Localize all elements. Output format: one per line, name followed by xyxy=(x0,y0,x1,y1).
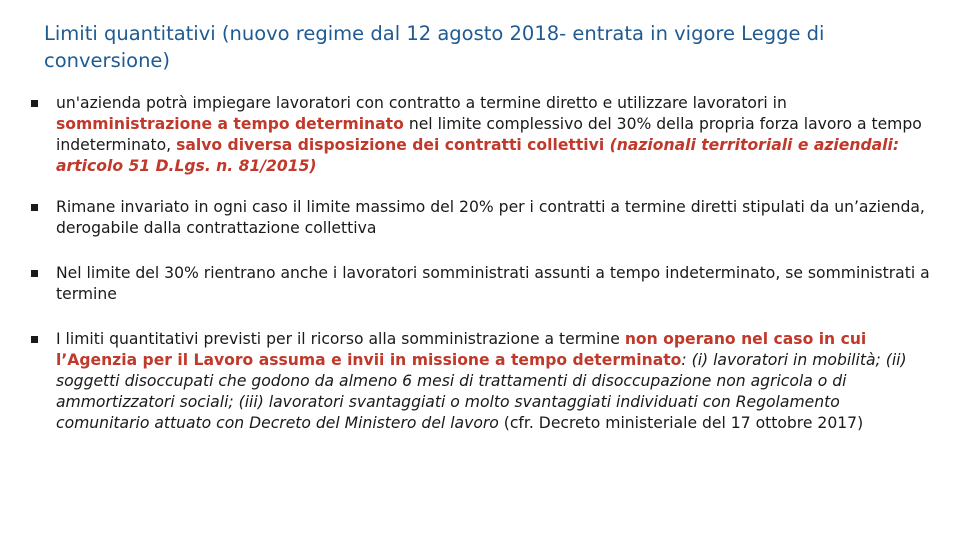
bullet-item-esenzioni xyxy=(30,329,930,434)
highlight-non-operano: non operano nel caso in cui l’Agenzia per il Lavoro assuma e invii in missione a tempo determinato xyxy=(56,330,867,369)
square-bullet-icon xyxy=(31,270,38,277)
italic-lavoratori-list: : (i) lavoratori in mobilità; (ii) soggetti disoccupati che godono da almeno 6 mesi di trattamenti di disoccupazione non agricola o di ammortizzatori sociali; (iii) lavoratori svantaggiati o molto svantaggiati individuati con Regolamento comunitario attuato con Decreto del Ministero del lavoro xyxy=(56,351,907,432)
bullet-text: (cfr. Decreto ministeriale del 17 ottobre 2017) xyxy=(498,414,864,432)
bullet-list xyxy=(30,93,930,434)
square-bullet-icon xyxy=(31,204,38,211)
highlight-articolo-51: (nazionali territoriali e aziendali: articolo 51 D.Lgs. n. 81/2015) xyxy=(56,136,900,175)
bullet-text: I limiti quantitativi previsti per il ricorso alla somministrazione a termine xyxy=(56,330,625,348)
bullet-item-limite-20 xyxy=(30,197,930,239)
square-bullet-icon xyxy=(31,100,38,107)
bullet-item-somministrati xyxy=(30,263,930,305)
square-bullet-icon xyxy=(31,336,38,343)
highlight-contratti-collettivi: salvo diversa disposizione dei contratti collettivi xyxy=(176,136,605,154)
bullet-item-limite-30 xyxy=(30,93,930,177)
bullet-text: Rimane invariato in ogni caso il limite massimo del 20% per i contratti a termine diretti stipulati da un’azienda, derogabile dalla contrattazione collettiva xyxy=(56,198,925,237)
highlight-somministrazione: somministrazione a tempo determinato xyxy=(56,115,404,133)
bullet-text: Nel limite del 30% rientrano anche i lavoratori somministrati assunti a tempo indeterminato, se somministrati a termine xyxy=(56,264,930,303)
bullet-text: nel limite complessivo del 30% della propria forza lavoro a tempo indeterminato, xyxy=(56,115,922,154)
bullet-text: un'azienda potrà impiegare lavoratori con contratto a termine diretto e utilizzare lavoratori in xyxy=(56,94,787,112)
page-title: Limiti quantitativi (nuovo regime dal 12 agosto 2018- entrata in vigore Legge di conversione) xyxy=(44,22,825,72)
